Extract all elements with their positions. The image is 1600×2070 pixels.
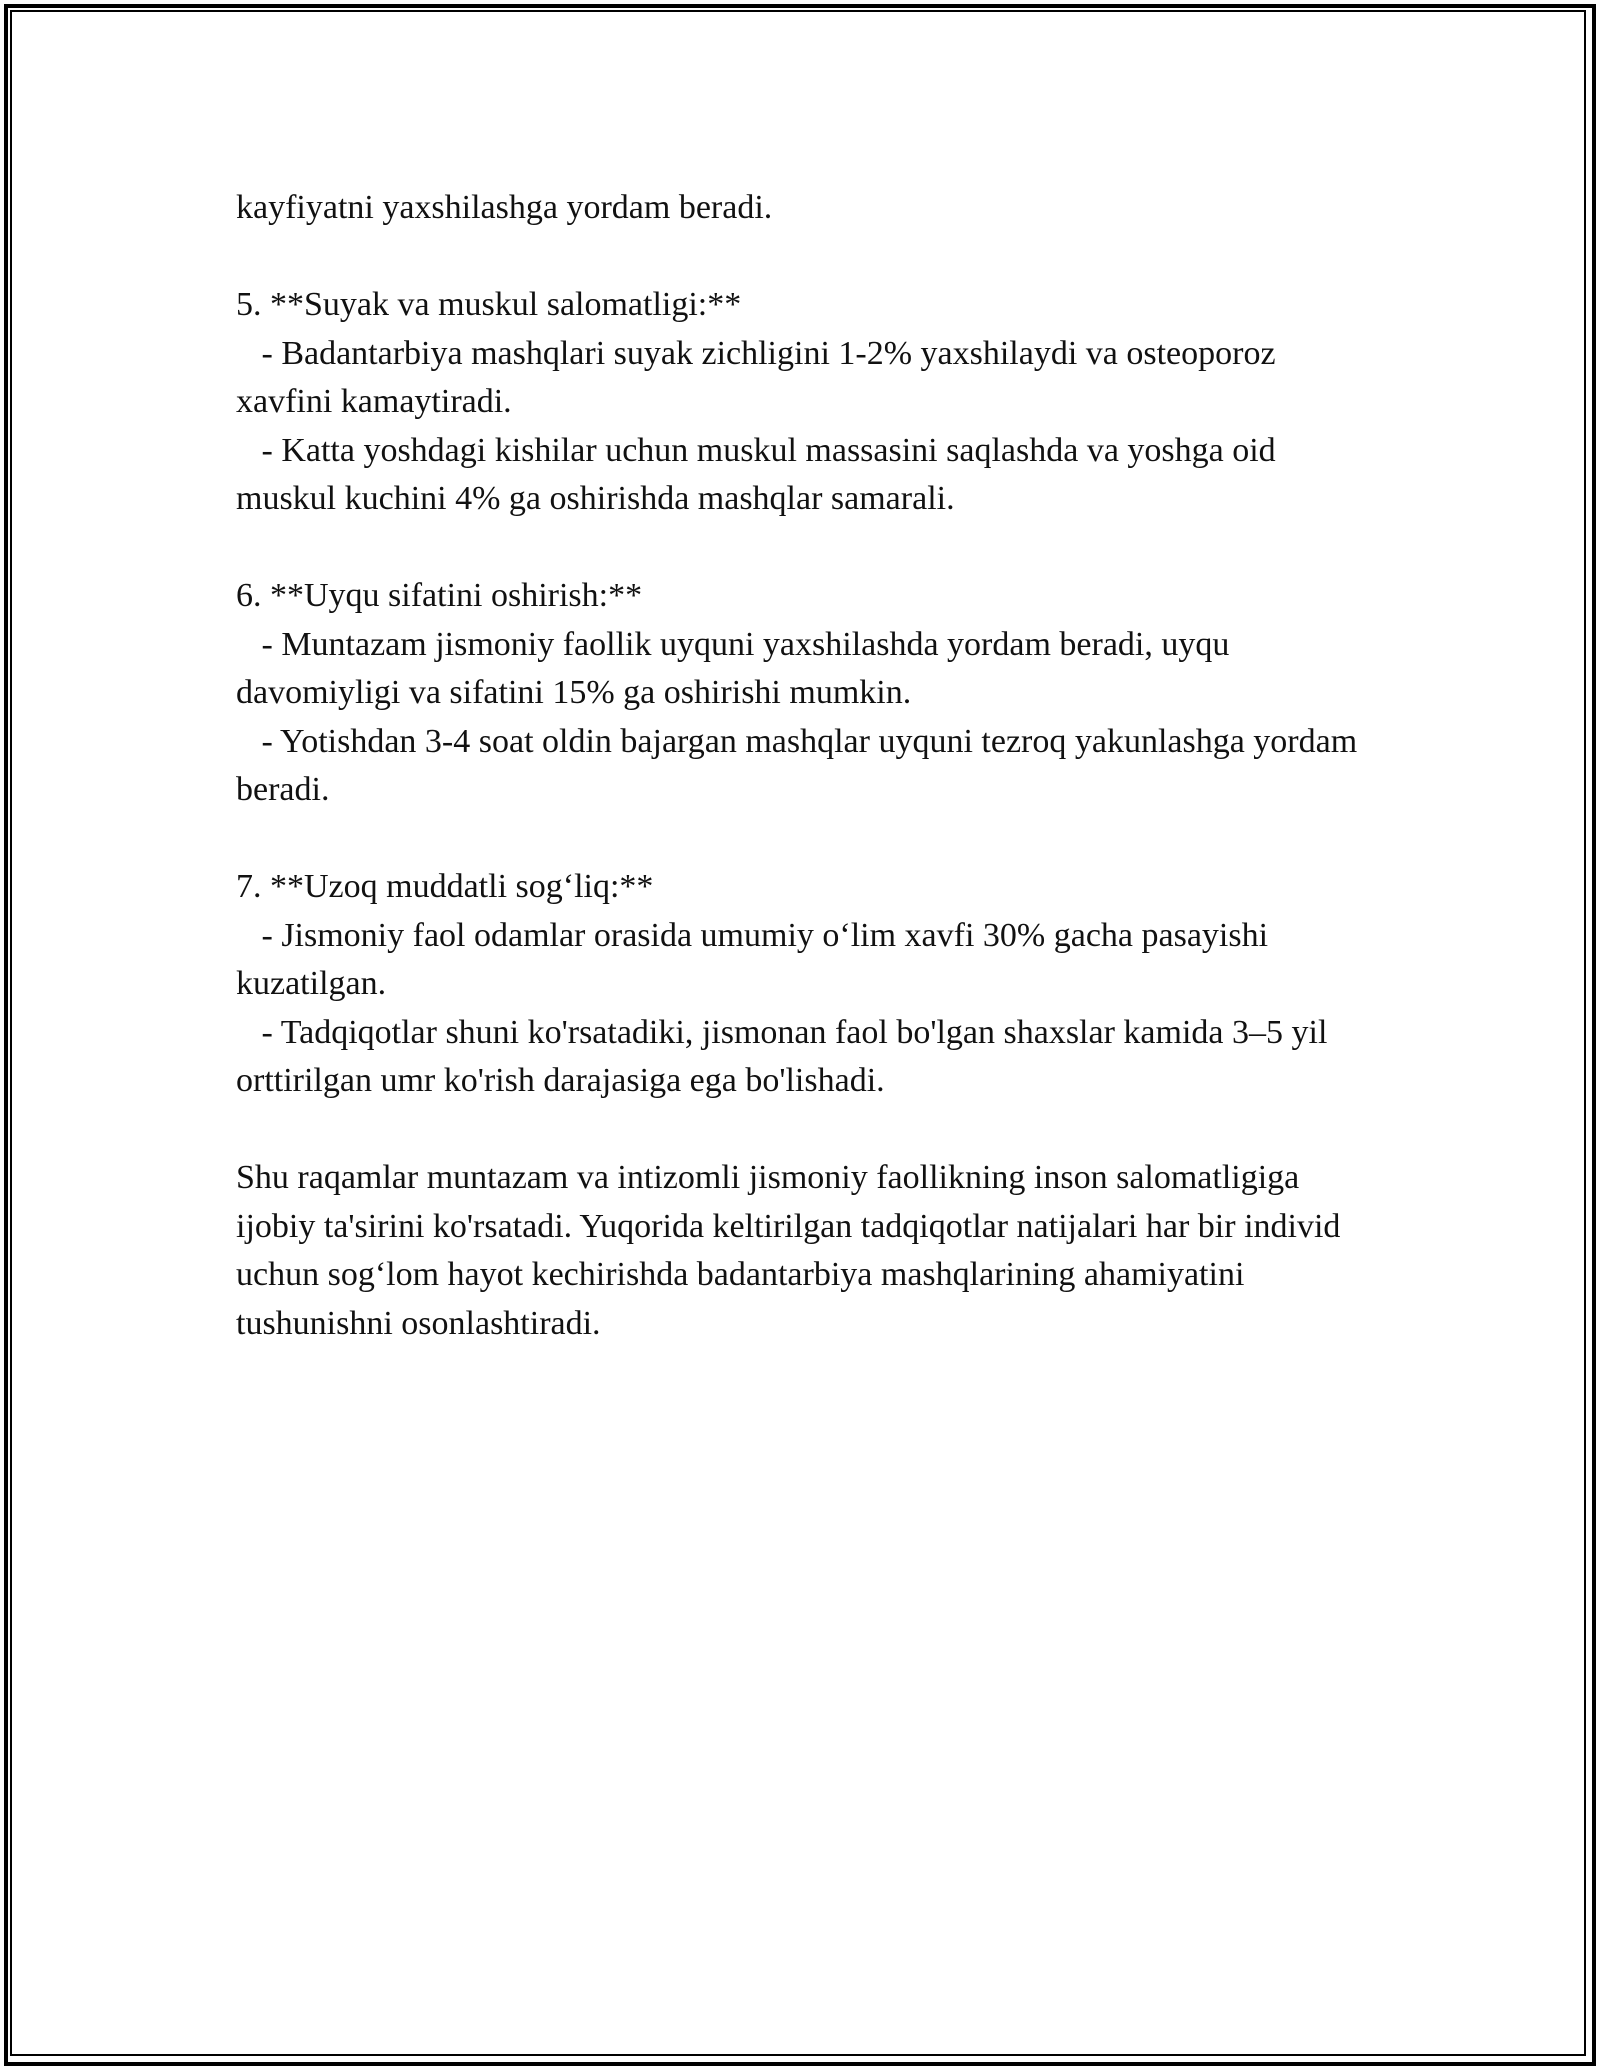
spacer (236, 233, 1366, 282)
spacer (236, 815, 1366, 864)
conclusion-paragraph: Shu raqamlar muntazam va intizomli jismoniy faollikning inson salomatligiga ijobiy ta'sirini ko'rsatadi. Yuqorida keltirilgan tadqiqotlar natijalari har bir individ uchun sog‘lom hayot kechirishda badantarbiya mashqlarining ahamiyatini tushunishni osonlashtiradi. (236, 1159, 1349, 1342)
spacer (236, 524, 1366, 573)
section-7-bullet-2: - Tadqiqotlar shuni ko'rsatadiki, jismonan faol bo'lgan shaxslar kamida 3–5 yil orttirilgan umr ko'rish darajasiga ega bo'lishadi. (236, 1013, 1336, 1099)
section-6-bullet-1: - Muntazam jismoniy faollik uyquni yaxshilashda yordam beradi, uyqu davomiyligi va sifatini 15% ga oshirishi mumkin. (236, 625, 1238, 711)
section-7-bullet-1: - Jismoniy faol odamlar orasida umumiy o‘lim xavfi 30% gacha pasayishi kuzatilgan. (236, 916, 1277, 1002)
intro-line: kayfiyatni yaxshilashga yordam beradi. (236, 189, 773, 226)
section-6-bullet-2: - Yotishdan 3-4 soat oldin bajargan mashqlar uyquni tezroq yakunlashga yordam beradi. (236, 722, 1366, 808)
section-7-heading: 7. **Uzoq muddatli sog‘liq:** (236, 868, 654, 905)
document-body (236, 184, 1366, 1348)
section-6-heading: 6. **Uyqu sifatini oshirish:** (236, 577, 643, 614)
section-5-bullet-1: - Badantarbiya mashqlari suyak zichligini 1-2% yaxshilaydi va osteoporoz xavfini kamaytiradi. (236, 334, 1285, 420)
section-5-bullet-2: - Katta yoshdagi kishilar uchun muskul massasini saqlashda va yoshga oid muskul kuchini 4% ga oshirishda mashqlar samarali. (236, 431, 1285, 517)
section-5-heading: 5. **Suyak va muskul salomatligi:** (236, 286, 742, 323)
spacer (236, 1106, 1366, 1155)
